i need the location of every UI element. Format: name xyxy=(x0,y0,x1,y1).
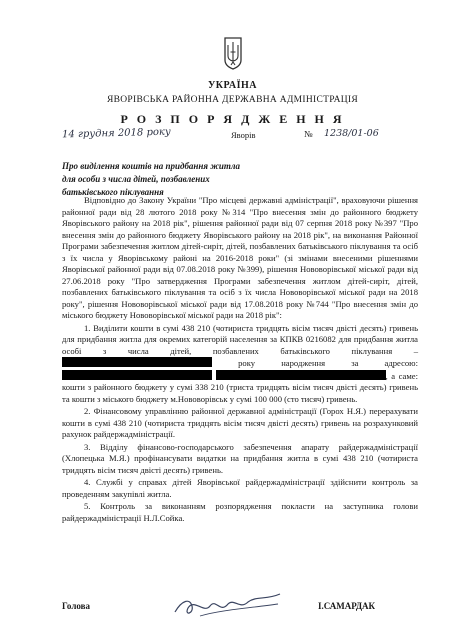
subject-line-1: Про виділення коштів на придбання житла xyxy=(62,161,241,171)
subject-block xyxy=(62,160,312,199)
subject-line-3: батьківського піклування xyxy=(62,187,164,197)
number-sign: № xyxy=(304,129,313,139)
item-1-text-b: року народження за адресою: xyxy=(238,358,418,368)
item-2-paragraph: 2. Фінансовому управлінню районної державної адміністрації (Горох Н.Я.) перерахувати кошти в сумі 438 210 (чотириста тридцять вісім тисяч двісті десять) гривень на розрахунковий рахунок райдержадміністрації. xyxy=(62,406,418,439)
country-heading: УКРАЇНА xyxy=(207,80,258,91)
signer-name: І.САМАРДАК xyxy=(318,601,376,611)
subject-line-2: для особи з числа дітей, позбавлених xyxy=(62,174,210,184)
item-1-text-c: , а саме: кошти з районного бюджету у сумі 338 210 (триста тридцять вісім тисяч двісті десять) гривень та кошти з міського бюджету м.Нововорівськ у сумі 100 000 (сто тисяч) гривень. xyxy=(62,370,418,404)
city-label: Яворів xyxy=(231,130,256,140)
handwritten-signature xyxy=(170,588,285,622)
item-1-text-a: 1. Виділити кошти в сумі 438 210 (чотириста тридцять вісім тисяч двісті десять) гривень для придбання житла для окремих категорій населення за КПКВ 0216082 для придбання житла особі з числа дітей, позбавлених батьківського піклування – xyxy=(62,322,418,356)
signer-role: Голова xyxy=(62,601,91,611)
redaction-bar xyxy=(62,370,212,380)
redaction-bar xyxy=(62,357,212,367)
handwritten-number: 1238/01-06 xyxy=(324,128,379,139)
handwritten-date: 14 грудня 2018 року xyxy=(61,126,171,141)
item-3-paragraph: 3. Відділу фінансово-господарського забезпечення апарату райдержадміністрації (Хлопецька М.Я.) профінансувати видатки на придбання житла в сумі 438 210 (чотириста тридцять вісім тисяч двісті десять) гривень. xyxy=(62,441,418,475)
document-type-heading: Р О З П О Р Я Д Ж Е Н Н Я xyxy=(120,112,345,126)
item-4-paragraph: 4. Службі у справах дітей Яворівської райдержадміністрації здійснити контроль за проведенням закупівлі житла. xyxy=(62,477,418,499)
item-1-paragraph xyxy=(62,323,418,406)
coat-of-arms-icon xyxy=(222,36,244,70)
organization-heading: ЯВОРІВСЬКА РАЙОННА ДЕРЖАВНА АДМІНІСТРАЦІЯ xyxy=(106,95,359,105)
document-body xyxy=(62,195,418,525)
redaction-bar xyxy=(216,370,386,380)
preamble-paragraph: Відповідно до Закону України "Про місцеві державні адміністрації", враховуючи рішення районної ради від 28 лютого 2018 року №314 "Про внесення змін до районного бюджету Яворівського району на 2018 рік", рішення районної ради від 07 серпня 2018 року №397 "Про внесення змін до районного бюджету Яворівського району на 2018 рік", на виконання Районної Програми забезпечення житлом дітей-сиріт, дітей, позбавлених батьківського піклування та осіб з їх числа у Яворівському районі на 2016-2018 роки" (зі змінами внесеними рішеннями Яворівської районної ради від 07.08.2018 року №399), рішення Нововорівської міської ради від 27.06.2018 року "Про затвердження Програми забезпечення житлом дітей-сиріт, дітей, позбавлених батьківського піклування та осіб з їх числа Нововорівської міської ради на 2018 року", рішення Нововорівської міської ради від 17.08.2018 року №744 "Про внесення змін до міського бюджету Нововорівської міської ради на 2018 рік": xyxy=(62,195,418,320)
item-5-paragraph: 5. Контроль за виконанням розпорядження покласти на заступника голови райдержадміністрації Н.Л.Сойка. xyxy=(62,501,418,523)
